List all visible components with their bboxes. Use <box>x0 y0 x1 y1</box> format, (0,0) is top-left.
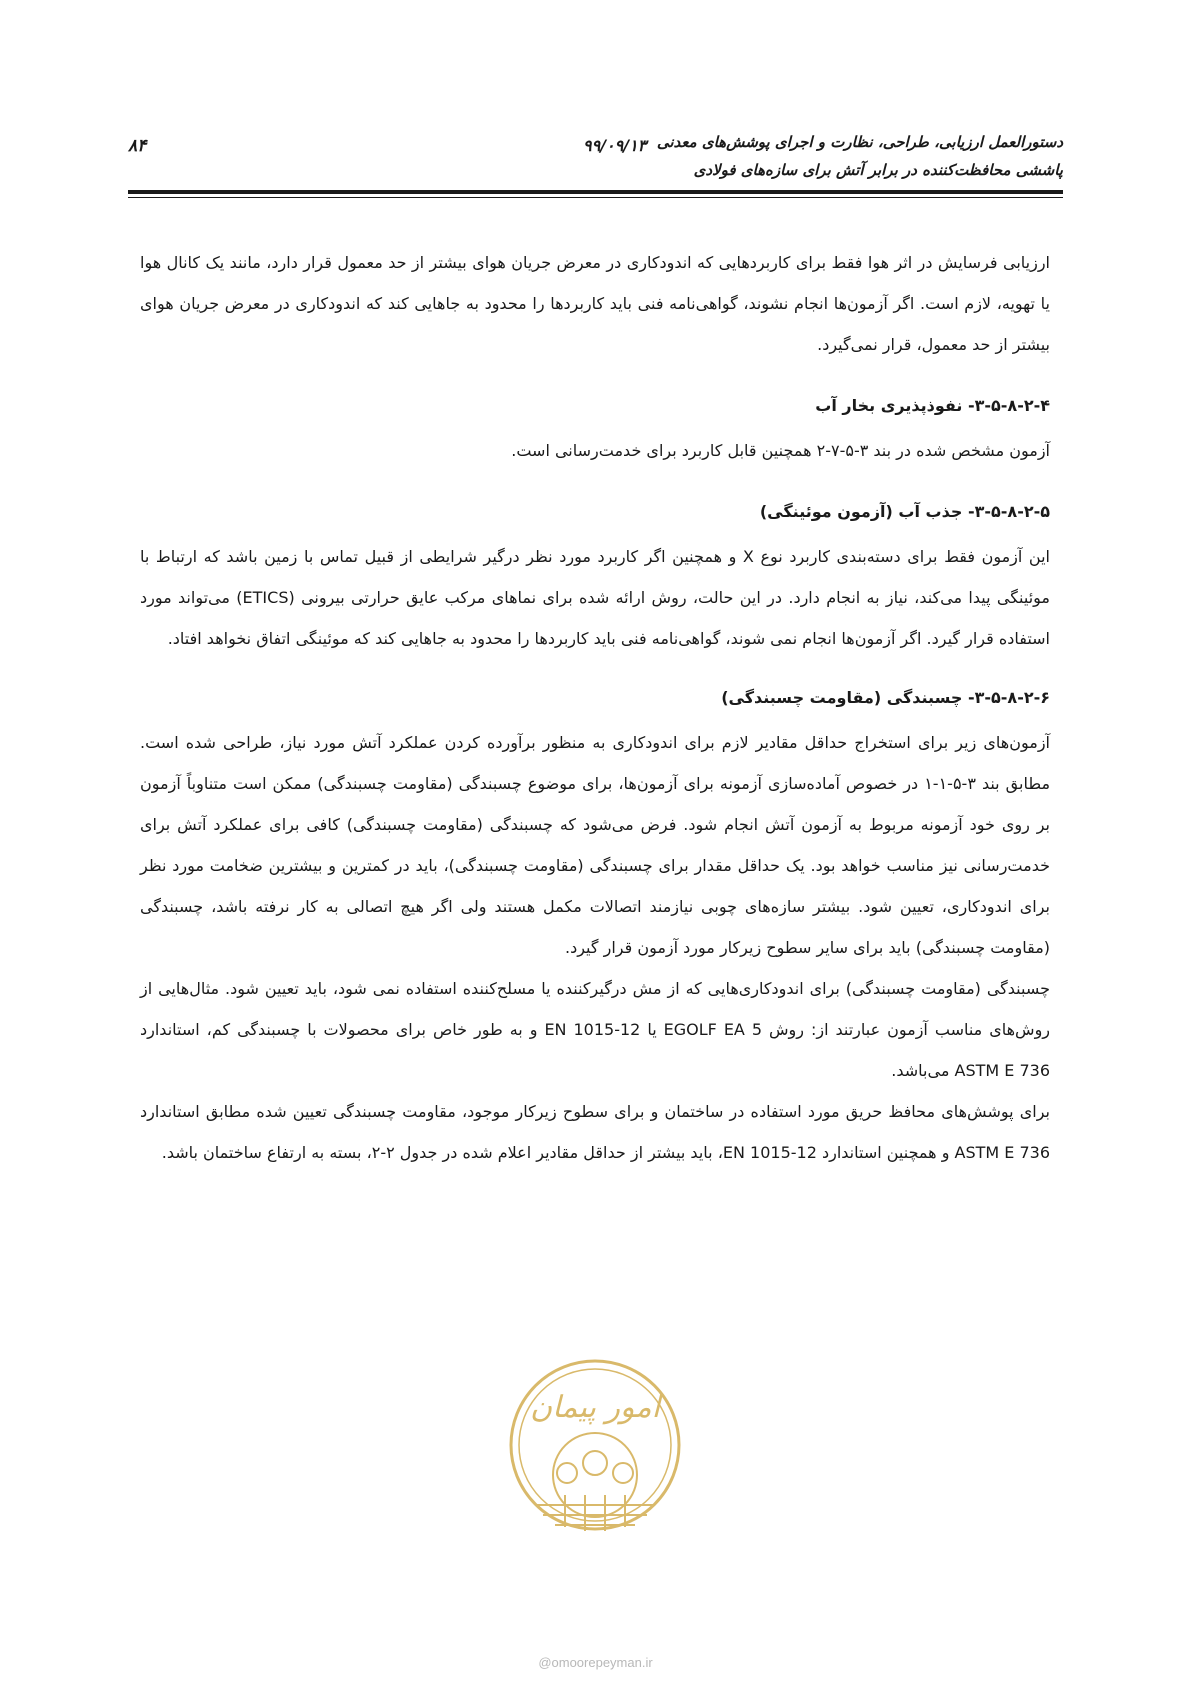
header-rule-thin <box>128 197 1063 198</box>
section-paragraph-water-absorption: این آزمون فقط برای دسته‌بندی کاربرد نوع X و همچنین اگر کاربرد مورد نظر درگیر شرایطی از قبیل تماس با زمین باشد که ارتباط با موئینگی پیدا می‌کند، نیاز به انجام دارد. در این حالت، روش ارائه شده برای نماهای مرکب عایق حرارتی بیرونی (ETICS) می‌تواند مورد استفاده قرار گیرد. اگر آزمون‌ها انجام نمی شوند، گواهی‌نامه فنی باید کاربردها را محدود به جاهایی کند که موئینگی اتفاق نخواهد افتاد. <box>140 547 1051 648</box>
document-title <box>657 128 1063 184</box>
watermark-handle: @omoorepeyman.ir <box>538 1655 653 1670</box>
section-heading-adhesion: ۳-۵-۸-۲-۶- چسبندگی (مقاومت چسبندگی) <box>721 688 1050 707</box>
section-paragraph-adhesion-2: چسبندگی (مقاومت چسبندگی) برای اندودکاری‌هایی که از مش درگیرکننده یا مسلح‌کننده استفاده نمی شود، باید تعیین شود. مثال‌هایی از روش‌های مناسب آزمون عبارتند از: روش EGOLF EA 5 یا EN 1015-12 و به طور خاص برای محصولات با چسبندگی کم، استاندارد ASTM E 736 می‌باشد. <box>140 979 1051 1080</box>
header-rule-thick <box>128 190 1063 194</box>
section-paragraph-vapor-permeability: آزمون مشخص شده در بند ۳-۵-۷-۲ همچنین قابل کاربرد برای خدمت‌رسانی است. <box>511 441 1050 460</box>
seal-text: امور پیمان <box>530 1390 660 1425</box>
section-paragraph-adhesion-1: آزمون‌های زیر برای استخراج حداقل مقادیر لازم برای اندودکاری به منظور برآورده کردن عملکرد آتش مورد نیاز، طراحی شده است. مطابق بند ۳-۵-۱-۱ در خصوص آماده‌سازی آزمونه برای آزمون‌ها، برای موضوع چسبندگی (مقاومت چسبندگی) ممکن است متناوباً آزمون بر روی خود آزمونه مربوط به آزمون آتش انجام شود. فرض می‌شود که چسبندگی (مقاومت چسبندگی) کافی برای عملکرد آتش برای خدمت‌رسانی نیز مناسب خواهد بود. یک حداقل مقدار برای چسبندگی (مقاومت چسبندگی)، باید در کمترین و بیشترین ضخامت مورد نظر برای اندودکاری، تعیین شود. بیشتر سازه‌های چوبی نیازمند اتصالات مکمل هستند ولی اگر هیچ اتصالی به کار نرفته باشد، چسبندگی (مقاومت چسبندگی) باید برای سایر سطوح زیرکار مورد آزمون قرار گیرد. <box>140 733 1051 957</box>
page-number: ۸۴ <box>128 136 147 156</box>
page-body <box>140 242 1050 1173</box>
page-header <box>128 128 1063 198</box>
document-title-line-1: دستورالعمل ارزیابی، طراحی، نظارت و اجرای پوشش‌های معدنی <box>656 133 1063 151</box>
header-date: ۹۹/۰۹/۱۳ <box>583 136 647 155</box>
section-heading-water-absorption: ۳-۵-۸-۲-۵- جذب آب (آزمون موئینگی) <box>759 502 1050 521</box>
document-title-line-2: پاششی محافظت‌کننده در برابر آتش برای سازه‌های فولادی <box>693 161 1063 179</box>
section-heading-vapor-permeability: ۳-۵-۸-۲-۴- نفوذپذیری بخار آب <box>815 396 1050 415</box>
intro-paragraph: ارزیابی فرسایش در اثر هوا فقط برای کاربردهایی که اندودکاری در معرض جریان هوای بیشتر از حد معمول قرار دارد، مانند یک کانال هوا یا تهویه، لازم است. اگر آزمون‌ها انجام نشوند، گواهی‌نامه فنی باید کاربردها را محدود به جاهایی کند که اندودکاری در معرض جریان هوای بیشتر از حد معمول، قرار نمی‌گیرد. <box>140 253 1050 354</box>
section-paragraph-adhesion-3: برای پوشش‌های محافظ حریق مورد استفاده در ساختمان و برای سطوح زیرکار موجود، مقاومت چسبندگی تعیین شده مطابق استاندارد ASTM E 736 و همچنین استاندارد EN 1015-12، باید بیشتر از حداقل مقادیر اعلام شده در جدول ۲-۲، بسته به ارتفاع ساختمان باشد. <box>140 1102 1050 1162</box>
publisher-seal-logo <box>505 1355 685 1535</box>
seal-emblem-icon <box>505 1355 685 1535</box>
